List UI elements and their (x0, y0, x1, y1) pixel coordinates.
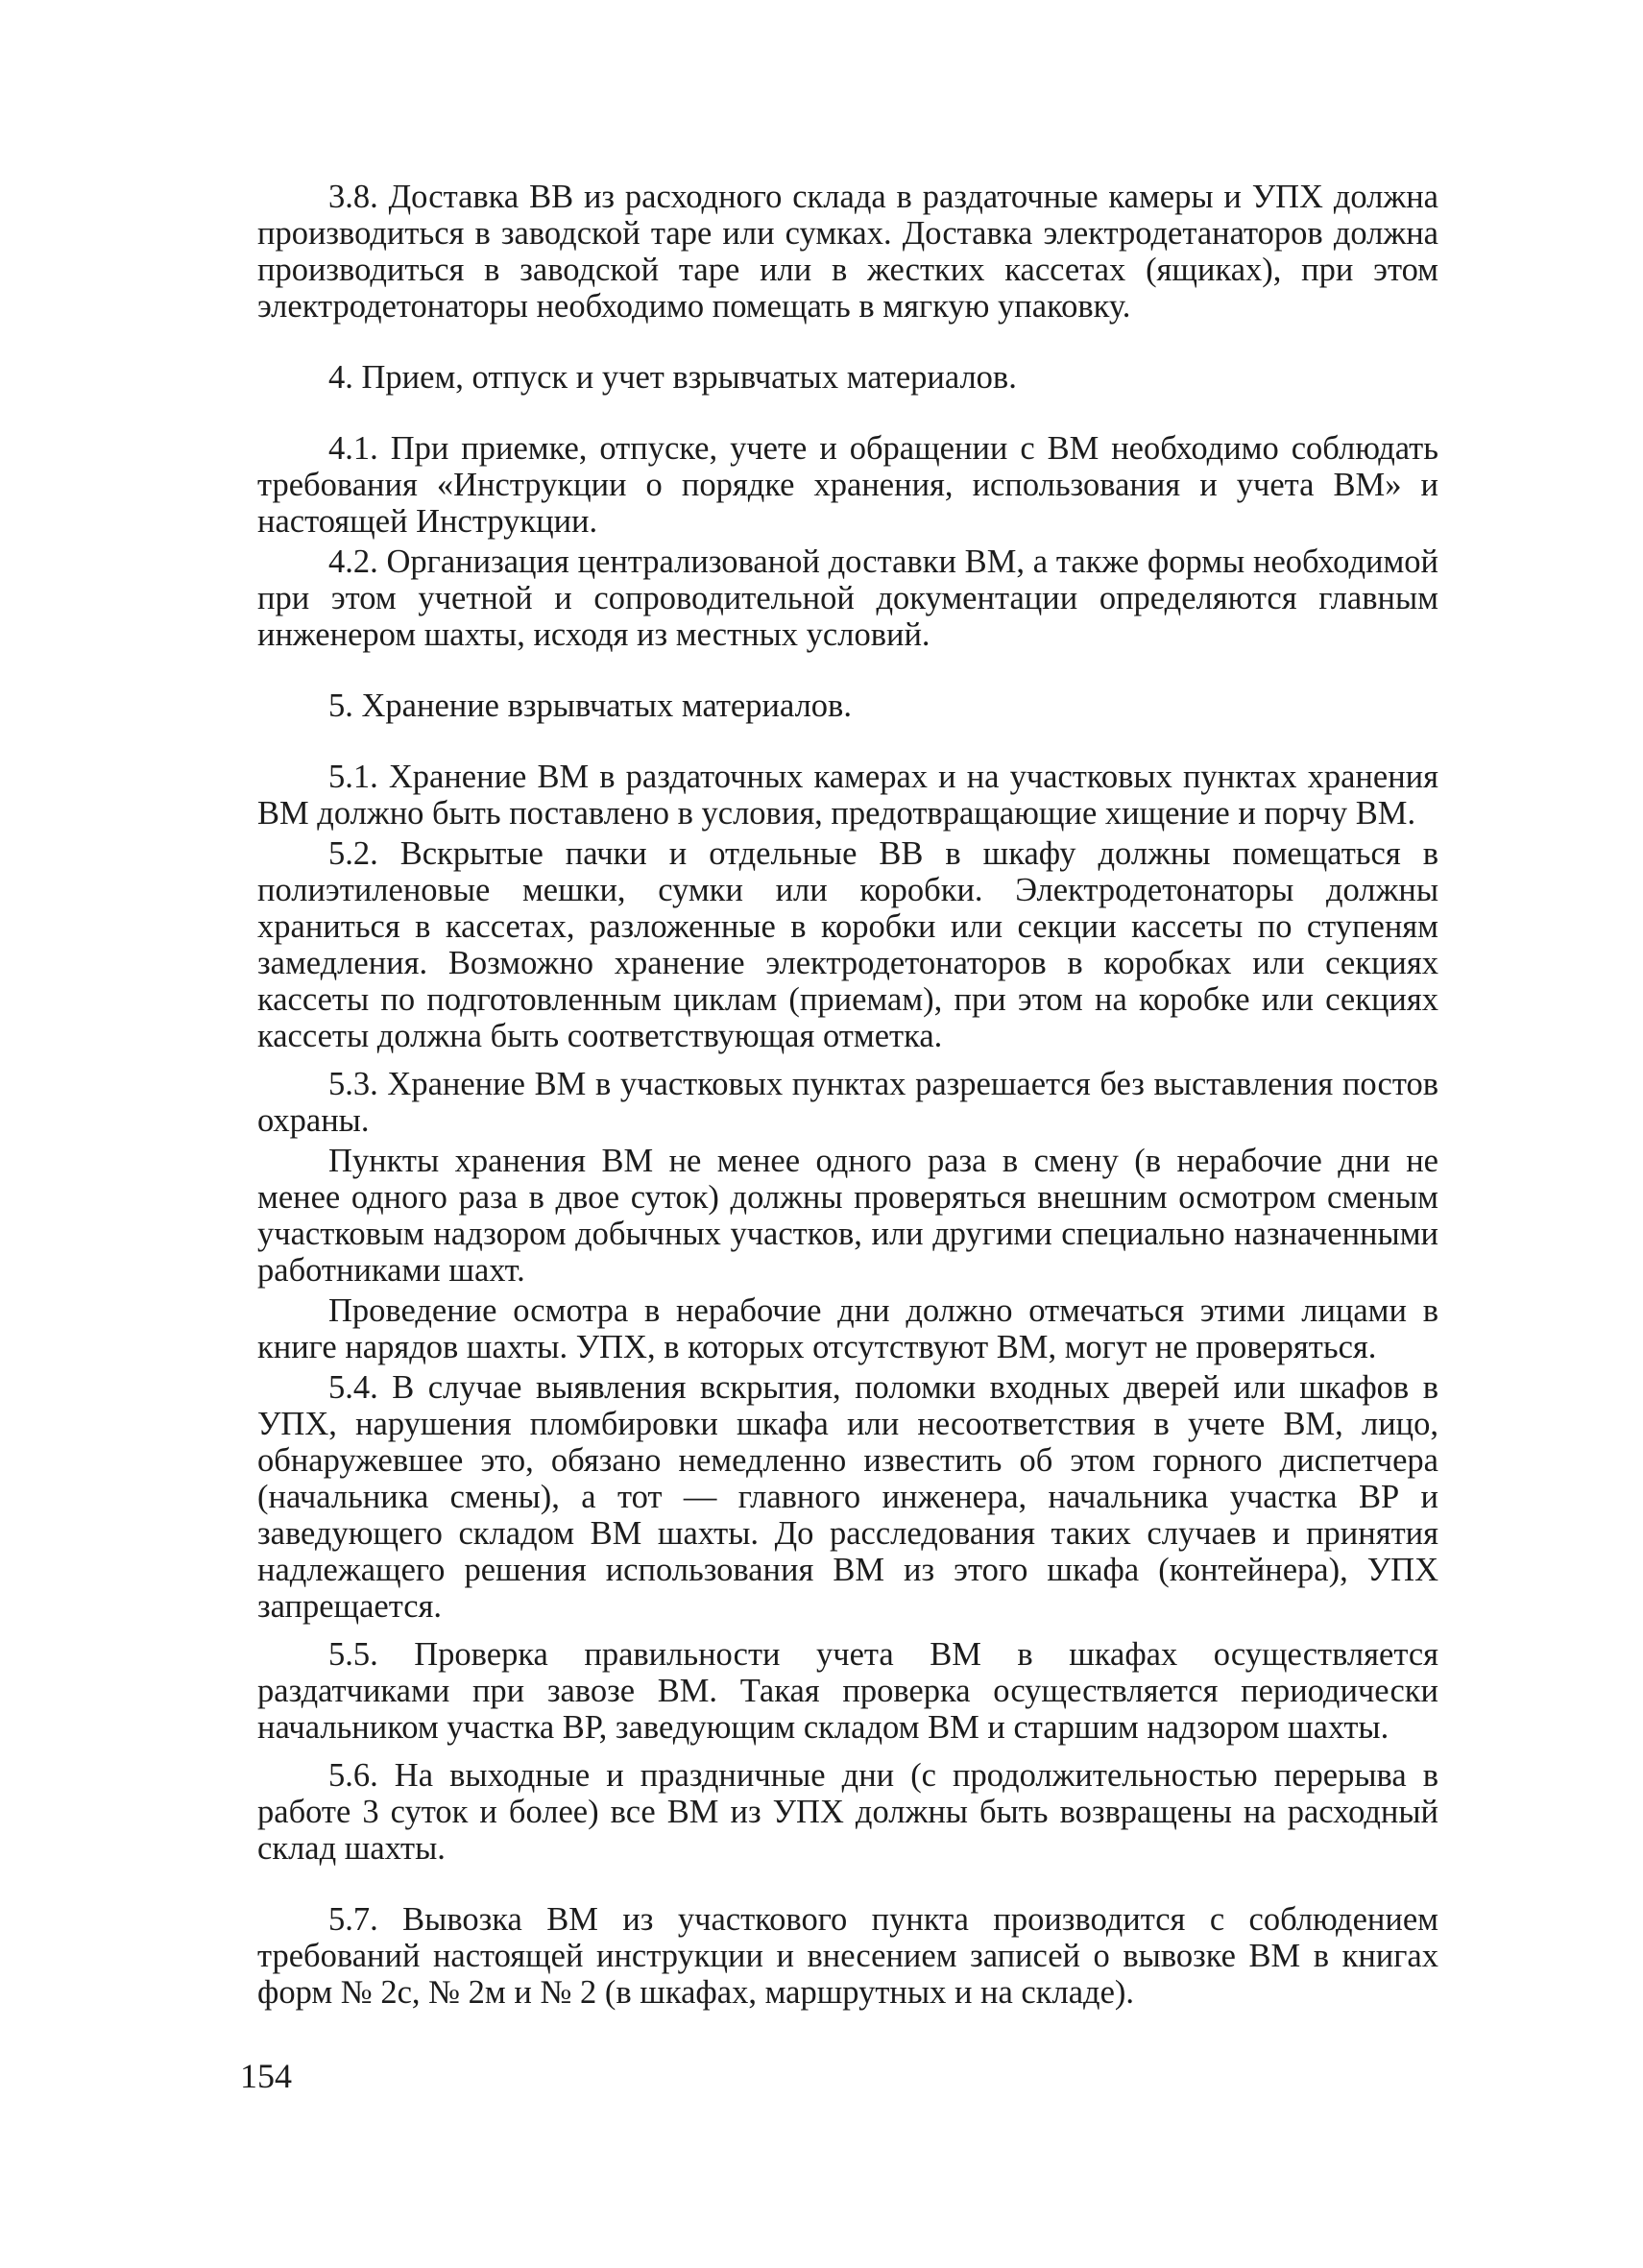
paragraph-5-4: 5.4. В случае выявления вскрытия, поломки входных дверей или шкафов в УПХ, нарушения пломбировки шкафа или несоответствия в учете ВМ, лицо, обнаружевшее это, обязано немедленно известить об этом горного диспетчера (начальника смены), а тот — главного инженера, начальника участка ВР и заведующего складом ВМ шахты. До расследования таких случаев и принятия надлежащего решения использования ВМ из этого шкафа (контейнера), УПХ запрещается. (257, 1369, 1438, 1625)
paragraph-5-6: 5.6. На выходные и праздничные дни (с продолжительностью перерыва в работе 3 суток и более) все ВМ из УПХ должны быть возвращены на расходный склад шахты. (257, 1757, 1438, 1867)
paragraph-5-3: 5.3. Хранение ВМ в участковых пунктах разрешается без выставления постов охраны. (257, 1066, 1438, 1139)
section-heading-5: 5. Хранение взрывчатых материалов. (328, 688, 852, 724)
document-body (257, 179, 1438, 2011)
paragraph-5-2: 5.2. Вскрытые пачки и отдельные ВВ в шкафу должны помещаться в полиэтиленовые мешки, сумки или коробки. Электродетонаторы должны храниться в кассетах, разложенные в коробки или секции кассеты по ступеням замедления. Возможно хранение электродетонаторов в коробках или секциях кассеты по подготовленным циклам (приемам), при этом на коробке или секциях кассеты должна быть соответствующая отметка. (257, 835, 1438, 1054)
paragraph-5-1: 5.1. Хранение ВМ в раздаточных камерах и на участковых пунктах хранения ВМ должно быть поставлено в условия, предотвращающие хищение и порчу ВМ. (257, 759, 1438, 832)
paragraph-5-7: 5.7. Вывозка ВМ из участкового пункта производится с соблюдением требований настоящей инструкции и внесением записей о вывозке ВМ в книгах форм № 2с, № 2м и № 2 (в шкафах, маршрутных и на складе). (257, 1901, 1438, 2011)
paragraph-3-8: 3.8. Доставка ВВ из расходного склада в раздаточные камеры и УПХ должна производиться в заводской таре или сумках. Доставка электродетанаторов должна производиться в заводской таре или в жестких кассетах (ящиках), при этом электродетонаторы необходимо помещать в мягкую упаковку. (257, 179, 1438, 325)
paragraph-5-3-inspection: Проведение осмотра в нерабочие дни должно отмечаться этими лицами в книге нарядов шахты. УПХ, в которых отсутствуют ВМ, могут не проверяться. (257, 1292, 1438, 1365)
paragraph-5-5: 5.5. Проверка правильности учета ВМ в шкафах осуществляется раздатчиками при завозе ВМ. Такая проверка осуществляется периодически начальником участка ВР, заведующим складом ВМ и старшим надзором шахты. (257, 1636, 1438, 1746)
paragraph-4-2: 4.2. Организация централизованой доставки ВМ, а также формы необходимой при этом учетной и сопроводительной документации определяются главным инженером шахты, исходя из местных условий. (257, 543, 1438, 653)
section-heading-4: 4. Прием, отпуск и учет взрывчатых материалов. (328, 359, 1017, 396)
page-number: 154 (240, 2057, 292, 2095)
paragraph-4-1: 4.1. При приемке, отпуске, учете и обращении с ВМ необходимо соблюдать требования «Инструкции о порядке хранения, использования и учета ВМ» и настоящей Инструкции. (257, 430, 1438, 540)
paragraph-5-3-continued: Пункты хранения ВМ не менее одного раза в смену (в нерабочие дни не менее одного раза в двое суток) должны проверяться внешним осмотром сменым участковым надзором добычных участков, или другими специально назначенными работниками шахт. (257, 1143, 1438, 1289)
